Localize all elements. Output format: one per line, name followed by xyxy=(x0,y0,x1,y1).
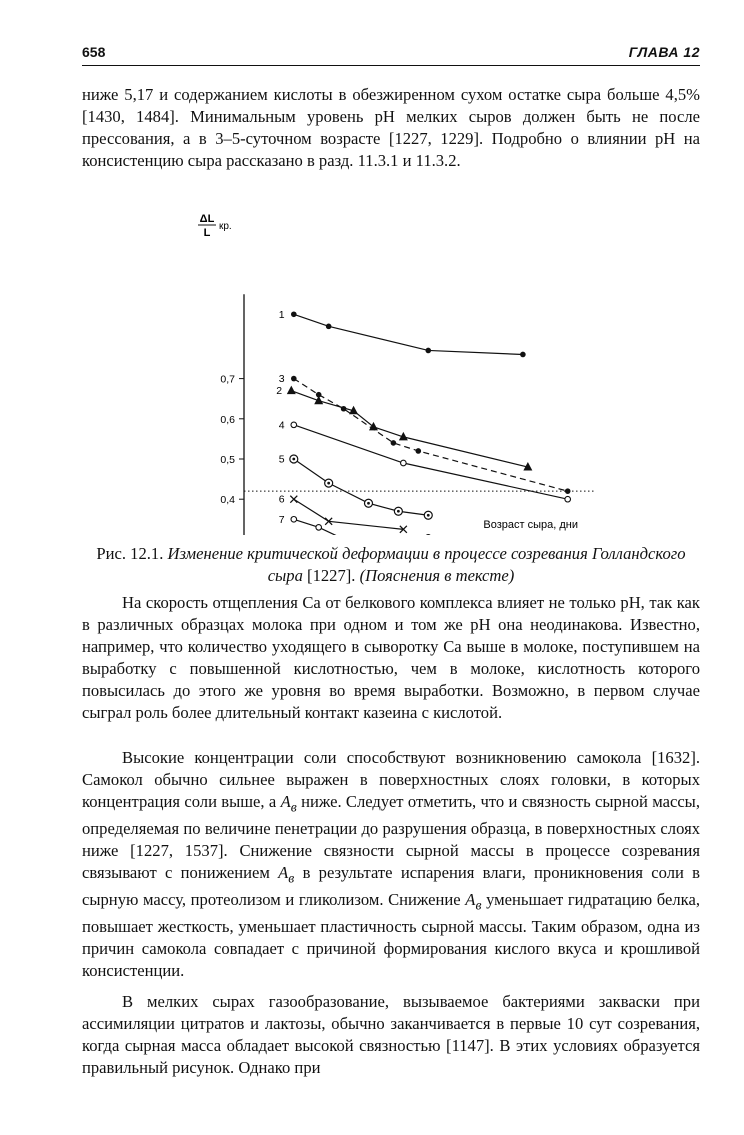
text-run: Высокие концентрации соли способствуют возникновению самокола [1632]. Самокол обычно сильнее выражен в поверхностных слоях головки, в которых концентрация соли выше, а xyxy=(82,748,700,811)
series-6-label: 6 xyxy=(278,493,285,506)
x-axis-label: Возраст сыра, дни xyxy=(483,519,578,531)
series-3-label: 3 xyxy=(278,373,285,386)
series-3-point xyxy=(391,440,397,446)
series-5-point-center xyxy=(397,510,400,513)
series-5-point-center xyxy=(292,458,295,461)
series-7-label: 7 xyxy=(278,513,285,526)
y-tick-label: 0,4 xyxy=(220,494,235,507)
series-4-line xyxy=(294,425,568,499)
paragraph-calcium xyxy=(82,592,700,723)
paragraph-intro xyxy=(82,84,700,172)
y-label-denominator: L xyxy=(203,227,211,239)
paragraph-text xyxy=(82,747,700,982)
series-2-point xyxy=(287,386,296,395)
series-1-point xyxy=(291,311,297,317)
series-5-point-center xyxy=(427,514,430,517)
series-4-point xyxy=(565,496,571,502)
series-4-point xyxy=(401,460,407,466)
text-run: в результате испарения влаги, проникновения соли в сырную массу, протеолизом и гликолизом. Снижение xyxy=(82,862,700,910)
series-2-line xyxy=(291,391,528,467)
series-5-point-center xyxy=(367,502,370,505)
water-activity-symbol: $A_в$ xyxy=(465,890,482,913)
series-1-line xyxy=(294,314,523,354)
running-header xyxy=(82,44,700,64)
page-number: 658 xyxy=(82,44,106,60)
series-1-label: 1 xyxy=(278,308,285,321)
caption-label: Рис. 12.1. xyxy=(96,544,168,563)
y-axis-label xyxy=(198,213,232,239)
series-3-point xyxy=(341,406,347,412)
series-1-point xyxy=(425,348,431,354)
y-tick-label: 0,7 xyxy=(220,373,235,386)
series-1-point xyxy=(326,324,332,330)
series-7-point xyxy=(291,517,297,523)
y-tick-label xyxy=(220,534,235,535)
paragraph-text: ниже 5,17 и содержанием кислоты в обезжиренном сухом остатке сыра больше 4,5% [1430, 1484]. Минимальным уровень pH мелких сыров должен быть не после прессования, а в 3–5-суточном возрасте [1227, 1229]. Подробно о влиянии pH на консистенцию сыра рассказано в разд. 11.3.1 и 11.3.2. xyxy=(82,85,700,170)
series-2-label: 2 xyxy=(276,385,283,398)
paragraph-text: В мелких сырах газообразование, вызываемое бактериями закваски при ассимиляции цитратов и лактозы, обычно заканчивается в первые 10 сут созревания, когда сырная масса обладает высокой связностью [1147]. В этих условиях образуется правильный рисунок. Однако при xyxy=(82,992,700,1077)
plot-area xyxy=(220,294,595,535)
series-5-label: 5 xyxy=(278,453,285,466)
series-4-label: 4 xyxy=(278,419,285,432)
header-rule xyxy=(82,65,700,66)
series-4-point xyxy=(291,422,297,428)
series-1-point xyxy=(520,352,526,358)
water-activity-symbol: $A_в$ xyxy=(278,862,295,886)
series-7-line xyxy=(294,519,428,535)
text-run: ниже. Следует отметить, что и связность сырной массы, определяемая по величине пенетрации до разрушения образца, в поверхностных слоях ниже [1227, 1537]. Снижение связности сырной массы в процессе созревания связывают с понижением xyxy=(82,791,700,882)
chapter-title: ГЛАВА 12 xyxy=(628,44,700,60)
figure-chart xyxy=(188,205,608,535)
series-3-line xyxy=(294,379,568,492)
caption-note: (Пояснения в тексте) xyxy=(359,566,515,585)
series-3-point xyxy=(316,392,322,398)
paragraph-salt xyxy=(82,747,700,982)
caption-title: Изменение критической деформации в процессе созревания Голландского сыра xyxy=(167,544,686,585)
paragraph-gas xyxy=(82,991,700,1079)
y-label-numerator: ΔL xyxy=(199,213,215,225)
figure-caption xyxy=(82,543,700,587)
y-label-suffix: кр. xyxy=(219,221,232,232)
series-3-point xyxy=(416,448,422,454)
series-6-point xyxy=(290,496,297,503)
y-tick-label: 0,6 xyxy=(220,413,235,426)
water-activity-symbol: $A_в$ xyxy=(280,791,297,815)
series-7-point xyxy=(316,525,322,531)
series-5-line xyxy=(294,459,428,515)
y-tick-label: 0,5 xyxy=(220,454,235,466)
series-3-point xyxy=(291,376,297,382)
series-3-point xyxy=(565,488,571,494)
text-run: уменьшает гидратацию белка, повышает жесткость, уменьшает пластичность сырной массы. Таким образом, одна из причин самокола совпадает с причиной формирования кислого вкуса и крошливой консистенции. xyxy=(82,890,700,981)
caption-reference: [1227]. xyxy=(302,566,360,585)
paragraph-text: На скорость отщепления Са от белкового комплекса влияет не только pH, так как в различных образцах молока при одном и том же pH она неодинакова. Известно, например, что количество уходящего в сыворотку Са выше в молоке, поступившем на выработку с повышенной кислотностью, чем в молоке, кислотность которого повысилась до этого же уровня во время выработки. Возможно, в первом случае сыграл роль более длительный контакт казеина с кислотой. xyxy=(82,593,700,722)
series-5-point-center xyxy=(327,482,330,485)
